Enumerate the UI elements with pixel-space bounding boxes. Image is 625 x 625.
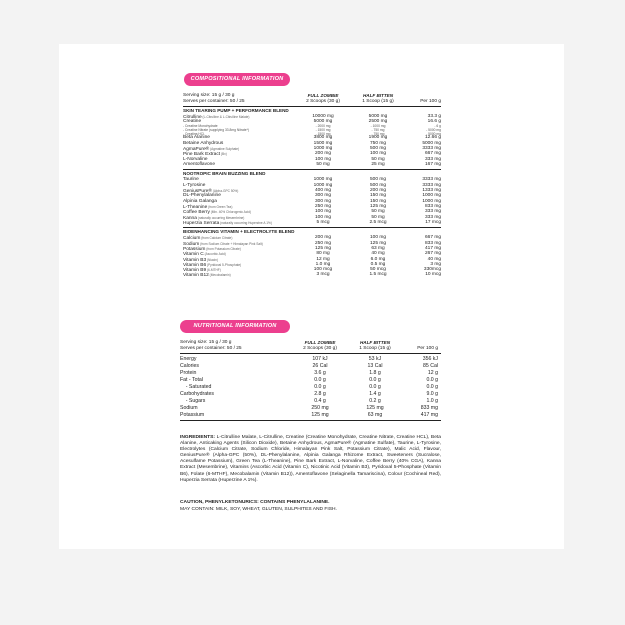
value-full-zombie: 100 mcg	[313, 267, 333, 273]
ingredient-label: Vitamin B9	[183, 268, 207, 274]
value-full-zombie: 0.0 g	[314, 376, 326, 383]
ingredient-row	[183, 272, 441, 278]
ingredient-label: L-Norvaline	[183, 156, 208, 162]
value-half-bitten: 50 mg	[371, 214, 385, 220]
value-full-zombie: 0.0 g	[314, 383, 326, 390]
value-per-100g: 333 mg	[425, 156, 441, 162]
ingredient-note: (Alpha-GPC 50%)	[211, 189, 239, 193]
ingredient-label: Betaine Anhydrous	[183, 140, 224, 146]
value-full-zombie: 250 mg	[315, 203, 331, 209]
nutrient-row	[180, 398, 441, 404]
value-full-zombie: 125 mg	[311, 411, 329, 418]
ingredient-label: Amentoflavone	[183, 161, 215, 167]
value-per-100g: 3333 mg	[422, 177, 441, 183]
ingredients-label: INGREDIENTS:	[180, 435, 216, 440]
value-full-zombie: 5000 mg	[313, 119, 333, 124]
ingredient-note: (naturally occurring Huperzine A 1%)	[219, 220, 272, 225]
ingredient-label: Vitamin C	[183, 252, 204, 258]
value-half-bitten: 0.0 g	[369, 376, 381, 383]
value-per-100g: 3 mg	[430, 261, 441, 267]
value-half-bitten: - 1000 mg	[370, 124, 386, 129]
value-per-100g: 0.0 g	[426, 383, 438, 390]
value-per-100g: 833 mg	[425, 240, 441, 246]
ingredient-label: Coffee Berry	[183, 210, 210, 216]
nutrient-name: - Saturated	[180, 383, 212, 390]
value-half-bitten: 40 mg	[371, 251, 385, 257]
value-full-zombie: 125 mg	[315, 245, 331, 251]
value-per-100g: 10 mcg	[425, 272, 441, 278]
value-half-bitten: 63 mg	[367, 411, 383, 418]
value-per-100g: - 6 g	[434, 124, 441, 129]
value-full-zombie: - 1500 mg	[315, 128, 331, 132]
value-per-100g: 667 mg	[425, 151, 441, 157]
ingredient-label: - Creatine HCl	[183, 131, 204, 136]
value-half-bitten: 0.2 g	[369, 397, 381, 404]
value-per-100g: 356 kJ	[422, 355, 438, 362]
value-per-100g: 0.0 g	[426, 376, 438, 383]
value-per-100g: 167 mg	[425, 161, 441, 167]
value-half-bitten: - 750 mg	[371, 131, 385, 136]
ingredient-label: GeniusPure®	[183, 189, 212, 194]
value-full-zombie: 250 mg	[311, 404, 329, 411]
ingredient-name	[183, 272, 231, 279]
nutrient-row	[180, 391, 441, 397]
value-per-100g: 40 mg	[427, 256, 441, 262]
servings-per-row	[183, 99, 441, 105]
value-full-zombie: 10000 mg	[312, 113, 334, 119]
col-per-100g: Per 100 g	[417, 345, 438, 351]
value-half-bitten: 6.0 mg	[370, 256, 386, 262]
ingredient-note: (L-Citrulline & L-Citrulline Malate)	[201, 114, 250, 119]
value-per-100g: 667 mg	[425, 235, 441, 241]
ingredient-row	[183, 162, 441, 168]
value-full-zombie: 300 mg	[315, 193, 331, 199]
value-per-100g: 12 g	[427, 369, 438, 376]
supplement-facts-panel	[59, 44, 564, 549]
section-heading: SKIN TEARING PUMP + PERFORMANCE BLEND	[183, 107, 289, 113]
value-full-zombie: 1000 mg	[313, 177, 333, 183]
value-half-bitten: 2.5 mcg	[369, 219, 387, 225]
value-half-bitten: - 750 mg	[371, 128, 385, 132]
value-full-zombie: 80 mg	[316, 251, 330, 257]
ingredient-row	[183, 220, 441, 226]
nutrient-row	[180, 370, 441, 376]
ingredient-label: Vitamin B12	[183, 273, 209, 279]
value-per-100g: 16.6 g	[427, 119, 441, 124]
value-full-zombie: 0.4 g	[314, 397, 326, 404]
value-full-zombie: 1000 mg	[313, 182, 333, 188]
ingredient-label: Citrulline	[183, 114, 202, 120]
ingredient-label: Potassium	[183, 246, 206, 252]
value-half-bitten: 0.5 mg	[370, 261, 386, 267]
value-full-zombie: - 2000 mg	[315, 124, 331, 129]
value-per-100g: 12.66 g	[424, 135, 441, 141]
value-per-100g: 330mcg	[423, 267, 441, 273]
ingredient-label: Taurine	[183, 177, 199, 183]
value-half-bitten: 100 mg	[370, 235, 386, 241]
value-per-100g: 417 mg	[425, 245, 441, 251]
ingredient-note: (from Potassium Citrate)	[205, 246, 241, 251]
value-half-bitten: 13 Cal	[367, 362, 383, 369]
value-half-bitten: 125 mg	[370, 240, 386, 246]
value-full-zombie: 1500 mg	[313, 140, 333, 146]
ingredient-label: Huperzia Serrata	[183, 220, 220, 226]
value-full-zombie: 26 Cal	[312, 362, 328, 369]
compositional-title-pill: COMPOSITIONAL INFORMATION	[184, 73, 290, 86]
value-per-100g: 3333 mg	[422, 182, 441, 188]
value-half-bitten: 63 mg	[371, 245, 385, 251]
nutrient-row	[180, 405, 441, 411]
ingredients-text: L-Citrulline Malate, L-Citrulline, Creatine (Creatine Monohydrate, Creatine Nitrate, Creatine HCL), Beta Alanine, Anticaking Agents (Silicon Dioxide), Betaine Anhydrous, AgmaPure® (Agmatine Sulfate), Taurine, L-Tyrosine, Electrolytes (Calcium Citrate, Sodium Chloride, Himalayan Pink Salt, Potassium Citrate), Malic Acid, Flavour, GeniusPure® (Alpha-GPC (50%), DL-Phenylalanine, Alpinia Galanga Rhizome Extract, Sweeteners (Sucralose, Acesulfame Potassium), Green Tea (L-Theanine), Pine Bark Extract, L-Norvaline, Coffee Berry (40% CGA), Kanna Extract (Mesembrine), Vitamins (Ascorbic Acid (Vitamin C), Nicotinic Acid (Vitamin B3), Pyridoxal 5-Phosphate (Vitamin B6), Folate (6-MTHF), Mecobalamin (Vitamin B12)), Amentoflavone (Selaginella Tamariscina), Colour (Cochineal Red), Huperzia Serrata (Huperzine A 1%).	[180, 435, 441, 483]
ingredient-label: L-Theanine	[183, 204, 208, 210]
value-half-bitten: 2500 mg	[368, 119, 388, 124]
nutrient-row	[180, 412, 441, 418]
ingredient-label: Pine Bark Extract	[183, 152, 221, 158]
col-half-bitten: HALF BITTEN	[362, 93, 394, 98]
ingredient-label: - Creatine Nitrate (supplying 33.8mg Nitrate*)	[183, 128, 249, 132]
section-heading: NOOTROPIC BRAIN BUZZING BLEND	[183, 171, 266, 177]
caution-line: CAUTION, PHENYLKETONURICS: CONTAINS PHENYLALANINE.	[180, 500, 330, 505]
header-rule	[180, 353, 441, 354]
value-full-zombie: 200 mg	[315, 235, 331, 241]
ingredient-label: Vitamin B3	[183, 257, 207, 263]
value-half-bitten: 500 mg	[370, 182, 386, 188]
nutrient-name: Potassium	[180, 411, 205, 418]
compositional-table	[183, 93, 441, 298]
value-half-bitten: 500 mg	[370, 146, 386, 151]
header-rule	[183, 106, 441, 107]
ingredient-note: (Niacin)	[206, 257, 218, 262]
nutrient-row	[180, 356, 441, 362]
value-full-zombie: 107 kJ	[312, 355, 328, 362]
section-rule	[183, 227, 441, 228]
nutrient-name: Fat - Total	[180, 376, 203, 383]
ingredient-label: Calcium	[183, 236, 201, 242]
value-half-bitten: 125 mg	[370, 203, 386, 209]
ingredient-label: Creatine	[183, 119, 202, 124]
allergen-line: MAY CONTAIN: MILK, SOY, WHEAT, GLUTEN, SULPHITES AND FISH.	[180, 507, 337, 512]
value-per-100g: 333 mg	[425, 214, 441, 220]
ingredient-note: (from Calcium Citrate)	[200, 236, 233, 241]
value-half-bitten: 150 mg	[370, 193, 386, 199]
servings-per-container: Serves per container: 50 / 25	[180, 345, 242, 351]
value-full-zombie: 100 mg	[315, 156, 331, 162]
value-half-bitten: 1.5 mcg	[369, 272, 387, 278]
value-full-zombie: 3800 mg	[313, 135, 333, 141]
value-half-bitten: 125 mg	[366, 404, 384, 411]
value-half-bitten: 50 mg	[371, 209, 385, 215]
nutrient-name: Protein	[180, 369, 197, 376]
col-full-zombie: FULL ZOMBIE	[307, 93, 339, 98]
ingredient-label: AgmaPure®	[183, 147, 210, 152]
ingredient-note: (from Green Tea)	[207, 204, 233, 209]
serving-size: Serving size: 15 g / 30 g	[180, 340, 232, 345]
value-half-bitten: 5000 mg	[368, 113, 388, 119]
value-half-bitten: 750 mg	[370, 140, 386, 146]
nutrient-name: Calories	[180, 362, 200, 369]
col-half-bitten: HALF BITTEN	[359, 340, 391, 345]
value-per-100g: 17 mcg	[425, 219, 441, 225]
nutrient-row	[180, 384, 441, 390]
value-half-bitten: 200 mg	[370, 188, 386, 193]
value-half-bitten: 1.8 g	[369, 369, 381, 376]
nutrient-name: - Sugars	[180, 397, 206, 404]
value-half-bitten: 53 kJ	[368, 355, 382, 362]
ingredient-label: Sodium	[183, 241, 200, 247]
value-half-bitten: 1900 mg	[368, 135, 388, 141]
value-per-100g: 833 mg	[425, 203, 441, 209]
value-per-100g: - 5000 mg	[426, 131, 441, 136]
value-full-zombie: 3.6 g	[314, 369, 326, 376]
value-per-100g: 5000 mg	[422, 140, 441, 146]
nutrient-name: Carbohydrates	[180, 390, 215, 397]
ingredient-note: (Ascorbic Acid)	[203, 252, 226, 257]
value-full-zombie: 200 mg	[315, 151, 331, 157]
col-full-zombie-sub: 2 Scoops (30 g)	[303, 345, 337, 351]
value-half-bitten: 0.0 g	[369, 383, 381, 390]
section-heading: BIOENHANCING VITAMIN + ELECTROLYTE BLEND	[183, 229, 295, 235]
ingredient-label: - Creatine Monohydrate	[183, 124, 218, 129]
value-full-zombie: 5 mcg	[316, 219, 330, 225]
table-bottom-rule	[180, 420, 441, 421]
value-full-zombie: 100 mg	[315, 209, 331, 215]
value-per-100g: 85 Cal	[423, 362, 438, 369]
value-full-zombie: 250 mg	[315, 240, 331, 246]
value-per-100g: 9.0 g	[426, 390, 438, 397]
col-half-bitten-sub: 1 Scoop (15 g)	[359, 345, 391, 351]
ingredient-label: Kanna	[183, 215, 197, 221]
ingredient-label: DL-Phenylalanine	[183, 193, 221, 199]
nutritional-title-pill: NUTRITIONAL INFORMATION	[180, 320, 290, 333]
value-per-100g: 333 mg	[425, 209, 441, 215]
value-full-zombie: 1.0 mg	[315, 261, 331, 267]
value-half-bitten: 50 mcg	[370, 267, 386, 273]
col-per-100g: Per 100 g	[420, 98, 441, 104]
ingredient-note: (Min. 40% Chlorogenic Acid)	[209, 210, 251, 215]
servings-per-container: Serves per container: 50 / 25	[183, 98, 245, 104]
ingredient-note: (Pyridoxal 5-Phosphate)	[206, 262, 242, 267]
col-full-zombie: FULL ZOMBIE	[304, 340, 336, 345]
value-half-bitten: 25 mg	[371, 161, 385, 167]
nutrient-row	[180, 363, 441, 369]
ingredient-note: (Bx)	[220, 152, 227, 157]
value-full-zombie: 2.8 g	[314, 390, 326, 397]
col-half-bitten-sub: 1 Scoop (15 g)	[362, 98, 394, 104]
nutritional-table	[180, 340, 441, 430]
value-half-bitten: 1.4 g	[369, 390, 381, 397]
ingredient-note: (6-MTHF)	[206, 268, 221, 273]
ingredient-name	[183, 162, 215, 168]
ingredient-note: (naturally occurring Mesembrine)	[196, 215, 245, 220]
nutrient-name: Sodium	[180, 404, 198, 411]
ingredient-label: L-Tyrosine	[183, 182, 206, 188]
value-full-zombie: 100 mg	[315, 214, 331, 220]
nutrient-name: Energy	[180, 355, 197, 362]
value-half-bitten: 50 mg	[371, 156, 385, 162]
value-per-100g: 3333 mg	[422, 146, 441, 151]
value-per-100g: 1000 mg	[422, 198, 441, 204]
value-full-zombie: 50 mg	[316, 161, 330, 167]
nutrient-row	[180, 377, 441, 383]
value-full-zombie: 12 mg	[316, 256, 330, 262]
ingredient-label: Alpinia Galanga	[183, 198, 217, 204]
value-per-100g: 833 mg	[420, 404, 438, 411]
servings-per-row	[180, 346, 441, 352]
value-full-zombie: 300 mg	[315, 198, 331, 204]
value-per-100g: 1.0 g	[426, 397, 438, 404]
value-full-zombie: 3 mcg	[316, 272, 330, 278]
ingredient-note: (from Sodium Citrate + Himalayan Pink Salt)	[199, 241, 263, 246]
value-full-zombie: 400 mg	[315, 188, 331, 193]
ingredient-label: Vitamin B6	[183, 262, 207, 268]
value-half-bitten: 500 mg	[370, 177, 386, 183]
value-per-100g: - 5000 mg	[426, 128, 441, 132]
value-per-100g: 1000 mg	[422, 193, 441, 199]
value-half-bitten: 150 mg	[370, 198, 386, 204]
value-per-100g: 267 mg	[425, 251, 441, 257]
value-full-zombie: 1000 mg	[313, 146, 333, 151]
ingredient-label: Beta Alanine	[183, 135, 210, 141]
col-full-zombie-sub: 2 Scoops (30 g)	[306, 98, 340, 104]
ingredient-note: (Agmatine Sulphate)	[209, 147, 240, 151]
section-rule	[183, 169, 441, 170]
value-full-zombie: - 1500 mg	[315, 131, 331, 136]
value-per-100g: 33.3 g	[427, 113, 441, 119]
ingredient-note: (Mecobalamin)	[208, 273, 231, 278]
value-per-100g: 417 mg	[420, 411, 438, 418]
serving-size: Serving size: 15 g / 30 g	[183, 93, 235, 98]
value-half-bitten: 100 mg	[370, 151, 386, 157]
value-per-100g: 1333 mg	[422, 188, 441, 193]
ingredients-paragraph	[180, 435, 441, 484]
